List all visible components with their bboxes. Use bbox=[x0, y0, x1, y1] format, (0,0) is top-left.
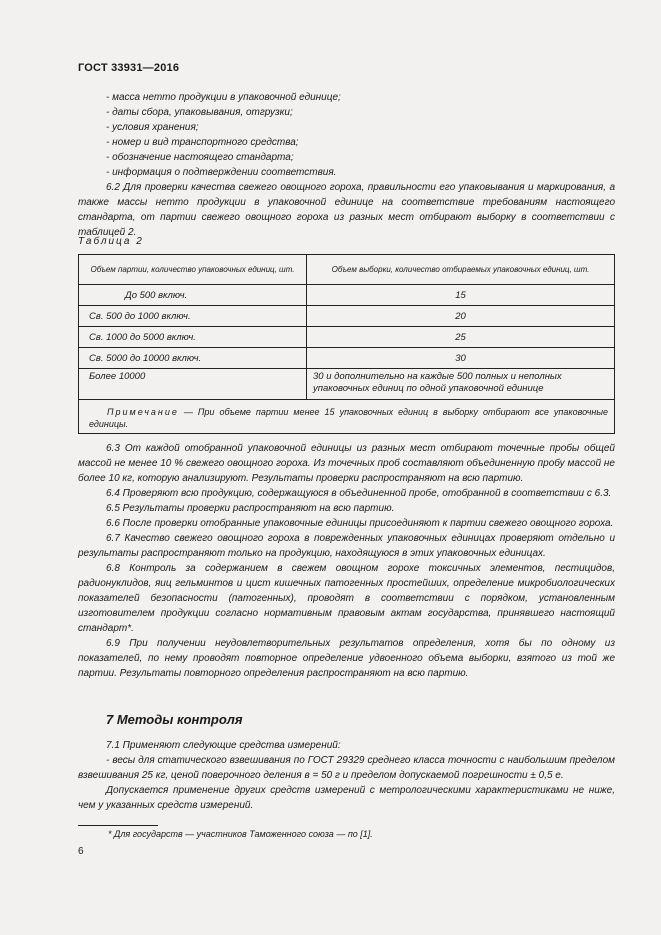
col-header-sample-size: Объем выборки, количество отбираемых упаковочных единиц, шт. bbox=[307, 255, 615, 285]
list-item: - обозначение настоящего стандарта; bbox=[106, 152, 294, 163]
note-label: Примечание bbox=[107, 406, 179, 417]
col-header-lot-size: Объем партии, количество упаковочных единиц, шт. bbox=[79, 255, 307, 285]
sample-size-cell: 20 bbox=[307, 306, 615, 327]
paragraph-7-1-note: Допускается применение других средств измерений с метрологическими характеристиками не ниже, чем у указанных средств измерений. bbox=[78, 785, 615, 811]
lot-size-cell: Св. 5000 до 10000 включ. bbox=[79, 348, 307, 369]
list-item: - условия хранения; bbox=[106, 122, 199, 133]
lot-size-cell: Более 10000 bbox=[79, 369, 307, 400]
text-block-bottom bbox=[78, 738, 615, 813]
table-row bbox=[79, 327, 615, 348]
paragraph-6-5: 6.5 Результаты проверки распространяют на всю партию. bbox=[106, 503, 395, 514]
footnote: * Для государств — участников Таможенного союза — по [1]. bbox=[108, 829, 373, 839]
sample-size-cell: 30 и дополнительно на каждые 500 полных и неполных упаковочных единиц по одной упаковочной единице bbox=[307, 369, 615, 400]
sample-size-cell: 15 bbox=[307, 285, 615, 306]
table-row bbox=[79, 348, 615, 369]
standard-header: ГОСТ 33931—2016 bbox=[78, 62, 180, 74]
note-text: — При объеме партии менее 15 упаковочных единиц в выборку отбирают все упаковочные единицы. bbox=[89, 406, 608, 429]
table-row bbox=[79, 285, 615, 306]
table-row bbox=[79, 306, 615, 327]
paragraph-6-8: 6.8 Контроль за содержанием в свежем овощном горохе токсичных элементов, пестицидов, радионуклидов, яиц гельминтов и цист кишечных патогенных простейших, определение микробиологических показателей безопасности (патогенных), проводят в соответствии с порядком, установленным изготовителем продукции согласно нормативным правовым актам государства, принявшего настоящий стандарт*. bbox=[78, 563, 615, 634]
paragraph-7-1: 7.1 Применяют следующие средства измерений: bbox=[106, 740, 341, 751]
text-block-top bbox=[78, 90, 615, 240]
footnote-divider bbox=[78, 825, 158, 826]
table-note bbox=[79, 400, 615, 434]
paragraph-6-9: 6.9 При получении неудовлетворительных результатов определения, хотя бы по одному из показателей, по нему проводят повторное определение удвоенного объема выборки, взятого из той же партии. Результаты повторного определения распространяют на всю партию. bbox=[78, 638, 615, 679]
list-item: - информация о подтверждении соответствия. bbox=[106, 167, 337, 178]
table-note-row bbox=[79, 400, 615, 434]
paragraph-7-1-scales: - весы для статического взвешивания по ГОСТ 29329 среднего класса точности с наибольшим пределом взвешивания 25 кг, ценой поверочного деления в = 50 г и пределом допускаемой погрешности ± 0,5 е. bbox=[78, 755, 615, 781]
lot-size-cell: Св. 1000 до 5000 включ. bbox=[79, 327, 307, 348]
paragraph-6-7: 6.7 Качество свежего овощного гороха в поврежденных упаковочных единицах проверяют отдельно и результаты распространяют только на продукцию, находящуюся в этих упаковочных единицах. bbox=[78, 533, 615, 559]
table-row bbox=[79, 369, 615, 400]
text-block-middle bbox=[78, 441, 615, 681]
sample-size-cell: 25 bbox=[307, 327, 615, 348]
paragraph-6-4: 6.4 Проверяют всю продукцию, содержащуюся в объединенной пробе, отобранной в соответствии с 6.3. bbox=[106, 488, 612, 499]
list-item: - даты сбора, упаковывания, отгрузки; bbox=[106, 107, 293, 118]
page-number: 6 bbox=[78, 846, 84, 857]
section-7-heading: 7 Методы контроля bbox=[106, 712, 243, 727]
paragraph-6-6: 6.6 После проверки отобранные упаковочные единицы присоединяют к партии свежего овощного гороха. bbox=[106, 518, 614, 529]
sampling-table bbox=[78, 254, 615, 434]
table-header-row bbox=[79, 255, 615, 285]
list-item: - номер и вид транспортного средства; bbox=[106, 137, 299, 148]
paragraph-6-2: 6.2 Для проверки качества свежего овощного гороха, правильности его упаковывания и маркирования, а также массы нетто продукции в упаковочной единице на соответствие требованиям настоящего стандарта, от партии свежего овощного гороха из разных мест отбирают выборку в соответствии с таблицей 2. bbox=[78, 182, 615, 238]
paragraph-6-3: 6.3 От каждой отобранной упаковочной единицы из разных мест отбирают точечные пробы общей массой не менее 10 % свежего овощного гороха. Из точечных проб составляют объединенную пробу массой не более 10 кг, которую анализируют. Результаты проверки распространяют на всю партию. bbox=[78, 443, 615, 484]
list-item: - масса нетто продукции в упаковочной единице; bbox=[106, 92, 341, 103]
lot-size-cell: До 500 включ. bbox=[79, 285, 307, 306]
table-caption: Таблица 2 bbox=[78, 236, 144, 247]
lot-size-cell: Св. 500 до 1000 включ. bbox=[79, 306, 307, 327]
sample-size-cell: 30 bbox=[307, 348, 615, 369]
